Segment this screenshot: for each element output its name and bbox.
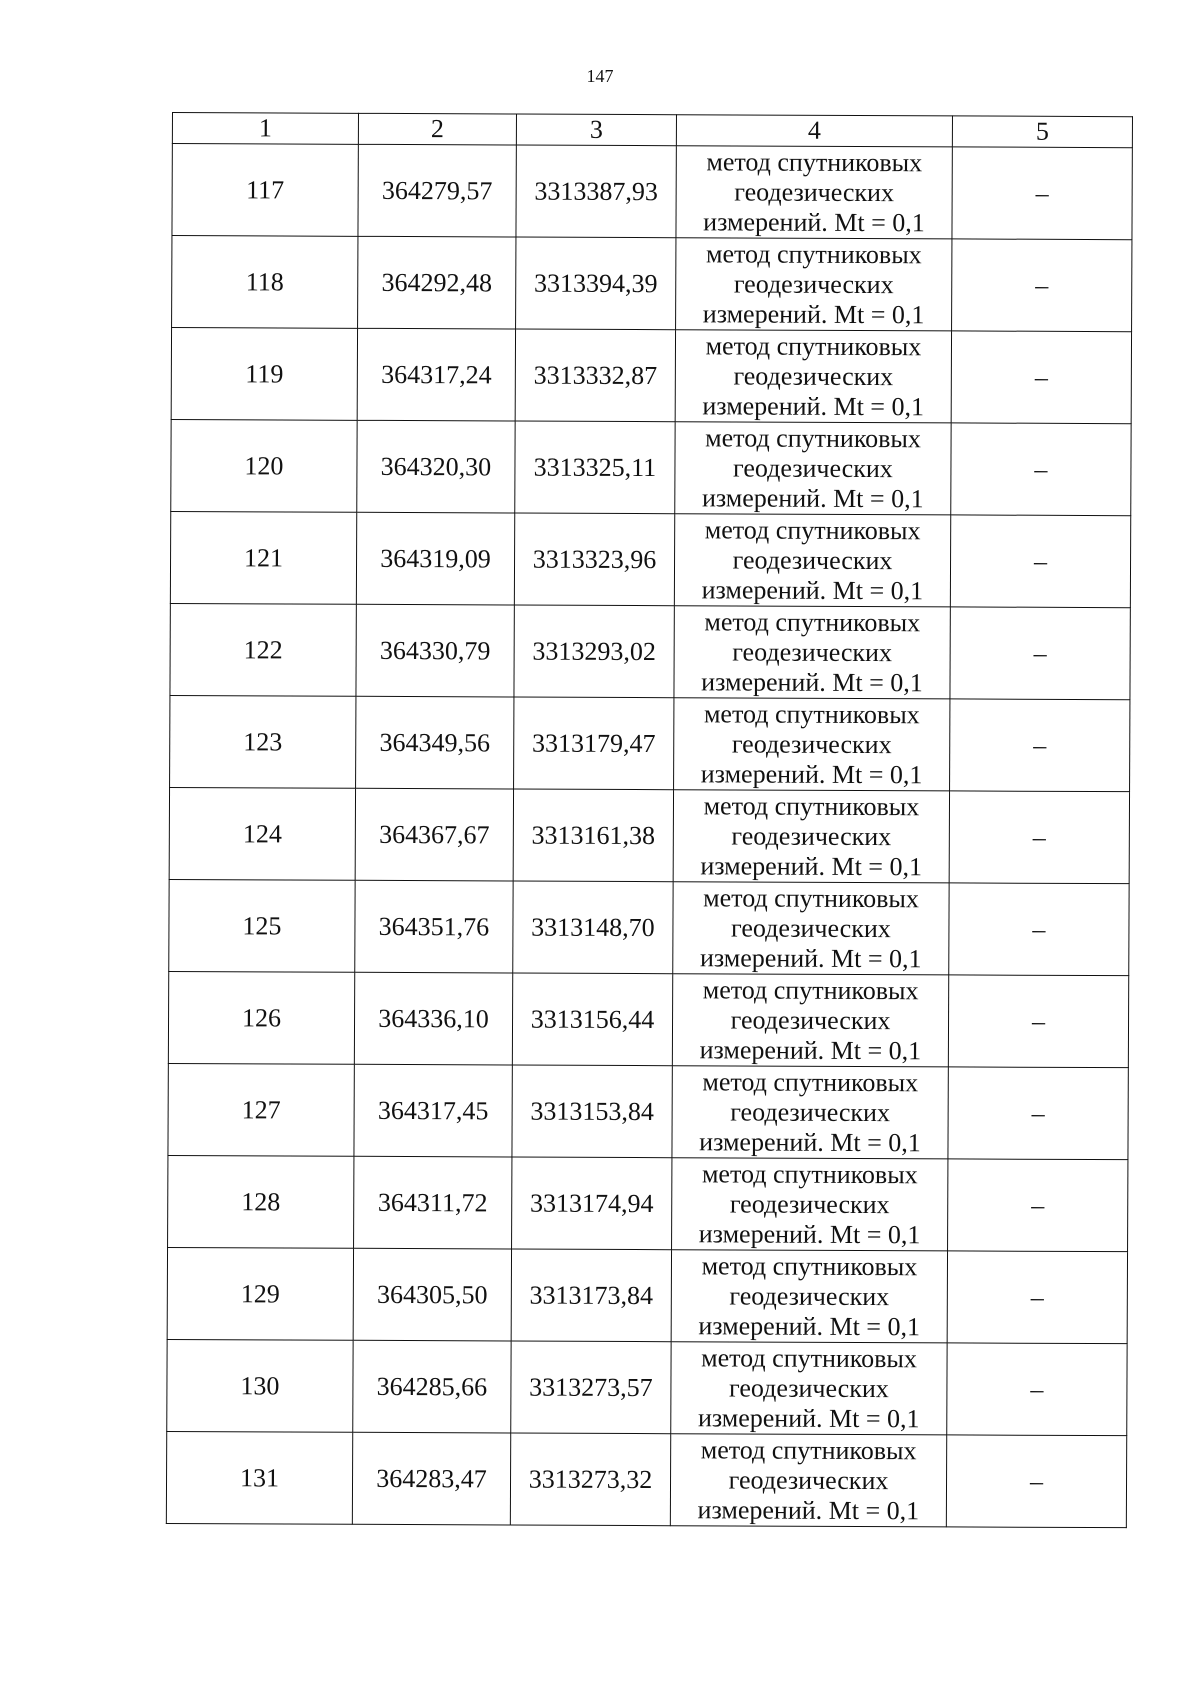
method-line-3: измерений. Mt = 0,1 (698, 1218, 921, 1249)
method-line-2: геодезических (730, 1004, 891, 1035)
method-line-1: метод спутниковых (701, 1250, 918, 1281)
method-line-3: измерений. Mt = 0,1 (699, 1034, 922, 1065)
column-5-cell: – (949, 791, 1129, 884)
coordinate-y-cell: 3313325,11 (515, 421, 675, 514)
coordinate-y-cell: 3313153,84 (512, 1065, 672, 1158)
table-row (167, 1339, 1127, 1435)
method-line-3: измерений. Mt = 0,1 (701, 666, 923, 697)
point-number-cell: 121 (170, 511, 356, 604)
point-number-cell: 131 (166, 1431, 352, 1524)
method-line-2: геодезических (733, 452, 893, 483)
table-row (170, 603, 1130, 699)
coordinate-x-cell: 364336,10 (354, 972, 512, 1065)
coordinate-y-cell: 3313161,38 (513, 789, 673, 882)
coordinate-y-cell: 3313156,44 (512, 973, 672, 1066)
coordinate-y-cell: 3313174,94 (512, 1157, 672, 1250)
table-row (172, 236, 1132, 332)
column-5-cell: – (950, 515, 1130, 608)
method-cell (674, 606, 950, 699)
coordinate-x-cell: 364317,24 (357, 328, 515, 421)
method-cell (673, 882, 949, 975)
column-5-cell: – (948, 1159, 1128, 1252)
point-number-cell: 125 (169, 879, 355, 972)
coordinate-y-cell: 3313273,57 (511, 1341, 671, 1434)
method-line-1: метод спутниковых (703, 790, 920, 821)
method-line-2: геодезических (732, 636, 893, 667)
coordinate-x-cell: 364305,50 (353, 1248, 511, 1341)
method-line-1: метод спутниковых (705, 238, 922, 269)
method-line-1: метод спутниковых (702, 1066, 919, 1097)
method-line-3: измерений. Mt = 0,1 (701, 482, 924, 513)
coordinate-x-cell: 364319,09 (356, 512, 514, 605)
column-5-cell: – (948, 1067, 1128, 1160)
table-row (170, 511, 1130, 607)
method-line-1: метод спутниковых (701, 1158, 918, 1189)
method-cell (676, 146, 952, 239)
method-cell (674, 698, 950, 791)
point-number-cell: 120 (171, 419, 357, 512)
column-5-cell: – (951, 331, 1131, 424)
table-row (168, 971, 1128, 1067)
method-line-3: измерений. Mt = 0,1 (702, 298, 925, 329)
coordinate-y-cell: 3313394,39 (516, 237, 676, 330)
table-body (166, 144, 1132, 1528)
coordinate-y-cell: 3313173,84 (511, 1249, 671, 1342)
method-line-3: измерений. Mt = 0,1 (701, 574, 924, 605)
method-cell (674, 514, 950, 607)
column-5-cell: – (949, 883, 1129, 976)
method-line-1: метод спутниковых (705, 330, 922, 361)
table-row (170, 695, 1130, 791)
coordinate-x-cell: 364283,47 (352, 1432, 510, 1525)
table-row (169, 879, 1129, 975)
method-line-1: метод спутниковых (702, 974, 919, 1005)
method-line-2: геодезических (734, 176, 895, 207)
column-header-3: 3 (516, 114, 676, 146)
point-number-cell: 129 (167, 1247, 353, 1340)
table-row (171, 419, 1131, 515)
point-number-cell: 126 (168, 971, 354, 1064)
method-line-3: измерений. Mt = 0,1 (700, 758, 923, 789)
coordinate-y-cell: 3313323,96 (514, 513, 674, 606)
table-row (168, 1155, 1128, 1251)
method-line-2: геодезических (732, 544, 893, 575)
coordinates-table (166, 112, 1133, 1528)
coordinate-y-cell: 3313293,02 (514, 605, 674, 698)
point-number-cell: 123 (170, 695, 356, 788)
method-cell (675, 422, 951, 515)
coordinate-x-cell: 364292,48 (358, 236, 516, 329)
column-5-cell: – (948, 975, 1128, 1068)
column-header-4: 4 (676, 115, 952, 147)
method-line-3: измерений. Mt = 0,1 (703, 206, 925, 237)
method-line-2: геодезических (729, 1280, 890, 1311)
table-row (168, 1063, 1128, 1159)
method-cell (676, 238, 952, 331)
column-5-cell: – (952, 239, 1132, 332)
column-header-1: 1 (172, 113, 358, 145)
column-5-cell: – (950, 607, 1130, 700)
coordinate-y-cell: 3313332,87 (515, 329, 675, 422)
method-line-1: метод спутниковых (704, 514, 921, 545)
method-line-1: метод спутниковых (703, 882, 919, 913)
point-number-cell: 118 (172, 236, 358, 329)
coordinate-x-cell: 364311,72 (354, 1156, 512, 1249)
column-5-cell: – (950, 699, 1130, 792)
method-line-1: метод спутниковых (701, 1342, 917, 1373)
method-line-2: геодезических (731, 912, 891, 943)
method-line-2: геодезических (733, 360, 894, 391)
method-line-3: измерений. Mt = 0,1 (699, 1126, 921, 1157)
method-line-2: геодезических (729, 1188, 890, 1219)
method-cell (671, 1342, 947, 1435)
coordinate-x-cell: 364317,45 (354, 1064, 512, 1157)
point-number-cell: 128 (168, 1155, 354, 1248)
coordinate-y-cell: 3313148,70 (513, 881, 673, 974)
column-5-cell: – (947, 1251, 1127, 1344)
method-line-2: геодезических (733, 268, 894, 299)
method-line-2: геодезических (728, 1464, 889, 1495)
method-line-2: геодезических (729, 1372, 889, 1403)
method-line-3: измерений. Mt = 0,1 (697, 1494, 920, 1525)
coordinate-x-cell: 364279,57 (358, 144, 516, 237)
method-line-1: метод спутниковых (700, 1434, 917, 1465)
method-cell (672, 1158, 948, 1251)
method-cell (672, 974, 948, 1067)
method-line-3: измерений. Mt = 0,1 (697, 1402, 920, 1433)
method-line-1: метод спутниковых (703, 698, 920, 729)
method-line-3: измерений. Mt = 0,1 (699, 942, 922, 973)
method-line-1: метод спутниковых (706, 146, 923, 177)
method-line-3: измерений. Mt = 0,1 (698, 1310, 921, 1341)
coordinate-x-cell: 364330,79 (356, 604, 514, 697)
coordinate-y-cell: 3313387,93 (516, 145, 676, 238)
point-number-cell: 117 (172, 144, 358, 237)
page-number: 147 (586, 66, 614, 86)
method-cell (672, 1066, 948, 1159)
point-number-cell: 122 (170, 603, 356, 696)
method-line-3: измерений. Mt = 0,1 (702, 390, 925, 421)
coordinate-x-cell: 364351,76 (355, 880, 513, 973)
coordinate-x-cell: 364367,67 (355, 788, 513, 881)
table-header-row (172, 113, 1132, 148)
table-row (169, 787, 1129, 883)
coordinate-x-cell: 364320,30 (357, 420, 515, 513)
point-number-cell: 130 (167, 1339, 353, 1432)
method-line-2: геодезических (731, 728, 892, 759)
point-number-cell: 124 (169, 787, 355, 880)
column-header-5: 5 (952, 116, 1132, 148)
coordinate-y-cell: 3313273,32 (510, 1433, 670, 1526)
method-cell (670, 1434, 946, 1527)
column-5-cell: – (951, 423, 1131, 516)
method-cell (675, 330, 951, 423)
coordinate-x-cell: 364285,66 (353, 1340, 511, 1433)
method-cell (673, 790, 949, 883)
table-row (167, 1247, 1127, 1343)
method-cell (671, 1250, 947, 1343)
coordinate-x-cell: 364349,56 (356, 696, 514, 789)
coordinates-table-wrapper (166, 112, 1132, 1528)
column-header-2: 2 (358, 113, 516, 145)
column-5-cell: – (947, 1343, 1127, 1436)
table-row (166, 1431, 1126, 1527)
column-5-cell: – (946, 1435, 1126, 1528)
point-number-cell: 119 (171, 328, 357, 421)
table-row (171, 328, 1131, 424)
coordinate-y-cell: 3313179,47 (514, 697, 674, 790)
method-line-2: геодезических (730, 1096, 891, 1127)
method-line-1: метод спутниковых (704, 606, 921, 637)
table-row (172, 144, 1132, 240)
method-line-2: геодезических (731, 820, 892, 851)
method-line-1: метод спутниковых (705, 422, 921, 453)
method-line-3: измерений. Mt = 0,1 (700, 850, 923, 881)
column-5-cell: – (952, 147, 1132, 240)
point-number-cell: 127 (168, 1063, 354, 1156)
